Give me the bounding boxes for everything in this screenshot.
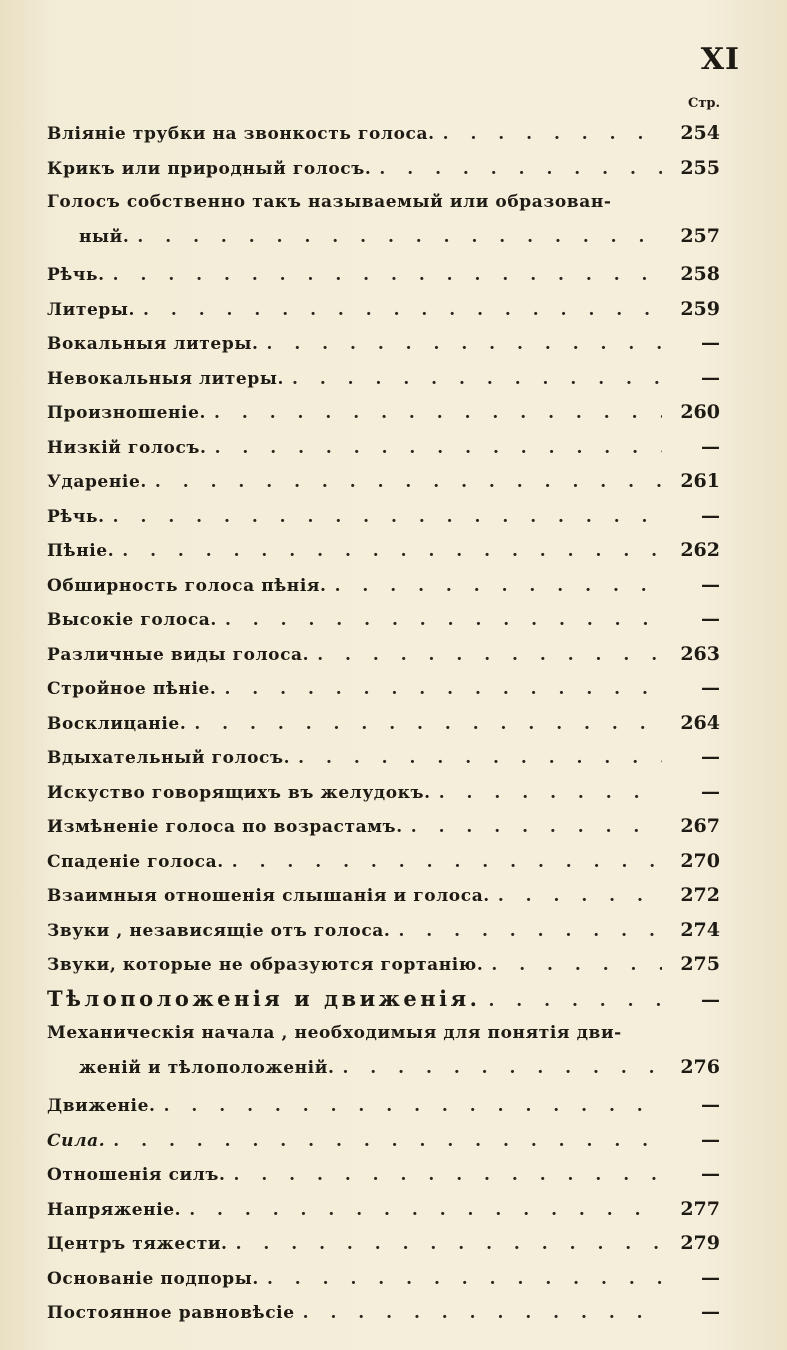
- toc-entry: [47, 499, 720, 534]
- toc-section-heading: [47, 982, 720, 1017]
- toc-entry-page: 277: [680, 1197, 720, 1220]
- toc-entry-page: 274: [680, 918, 720, 941]
- dot-leader: [143, 293, 662, 327]
- toc-entry-page: —: [701, 1094, 720, 1116]
- toc-entry: [47, 809, 720, 844]
- toc-entry-page: 262: [680, 539, 720, 561]
- toc-entry-title: Восклицанiе.: [47, 713, 187, 734]
- dot-leader: [411, 810, 662, 844]
- dot-leader: [491, 948, 662, 982]
- dot-leader: [498, 879, 662, 913]
- toc-entry-page: 261: [680, 470, 720, 492]
- toc-entry-title: Различные виды голоса.: [47, 644, 310, 665]
- toc-entry-title: Взаимныя отношенiя слышанiя и голоса.: [47, 886, 490, 906]
- toc-entry: [47, 1226, 720, 1261]
- toc-entry-page: —: [701, 504, 720, 527]
- toc-entry: [47, 913, 720, 948]
- toc-entry: [47, 775, 720, 810]
- dot-leader: [266, 327, 662, 361]
- toc-entry-page: 276: [680, 1056, 720, 1078]
- toc-entry-continuation: [47, 219, 720, 257]
- toc-entry-page: 257: [680, 225, 720, 247]
- toc-entry-page: —: [701, 677, 720, 699]
- toc-entry-page: 254: [680, 122, 720, 144]
- toc-entry-page: 272: [680, 884, 720, 906]
- toc-entry-title: Спаденiе голоса.: [47, 851, 224, 872]
- toc-entry: [47, 706, 720, 741]
- dot-leader: [113, 500, 662, 534]
- toc-entry-title: Невокальныя литеры.: [47, 368, 284, 389]
- toc-entry-title: Звуки , независящiе отъ голоса.: [47, 920, 391, 941]
- toc-entry: [47, 430, 720, 465]
- toc-entry-title: Рѣчь.: [47, 506, 105, 527]
- dot-leader: [189, 1193, 662, 1227]
- toc-entry-title: Крикъ или природный голосъ.: [47, 158, 372, 179]
- page-column-header: Стр.: [687, 96, 720, 111]
- toc-entry-page: —: [701, 1301, 720, 1323]
- toc-entry: [47, 602, 720, 637]
- toc-entry: [47, 844, 720, 879]
- dot-leader: [342, 1051, 662, 1085]
- toc-entry-title: Высокiе голоса.: [47, 610, 217, 630]
- toc-entry: [47, 878, 720, 913]
- toc-entry-continuation: [47, 1050, 720, 1088]
- toc-entry: [47, 533, 720, 568]
- dot-leader: [194, 707, 662, 741]
- toc-entry-title: Влiянiе трубки на звонкость голоса.: [47, 124, 435, 144]
- toc-entry: [47, 464, 720, 499]
- dot-leader: [113, 1124, 662, 1158]
- toc-entry-page: 259: [680, 297, 720, 320]
- dot-leader: [113, 258, 662, 292]
- dot-leader: [164, 1089, 662, 1123]
- toc-entry-title-continuation: ный.: [79, 227, 130, 247]
- toc-entry: [47, 1261, 720, 1296]
- toc-entry-page: 275: [680, 953, 720, 975]
- toc-entry: [47, 740, 720, 775]
- toc-entry-title: Литеры.: [47, 299, 136, 320]
- dot-leader: [335, 569, 662, 603]
- dot-leader: [225, 603, 662, 637]
- toc-entry: [47, 395, 720, 430]
- dot-leader: [317, 638, 662, 672]
- toc-entry-title: Низкiй голосъ.: [47, 437, 207, 458]
- toc-entry: [47, 361, 720, 396]
- toc-entry-title: Постоянное равновѣсiе: [47, 1303, 295, 1323]
- toc-entry-page: 258: [680, 263, 720, 285]
- toc-entry: [47, 151, 720, 186]
- toc-entry-page: —: [701, 608, 720, 630]
- dot-leader: [439, 776, 662, 810]
- toc-entry-title: Вокальныя литеры.: [47, 334, 259, 354]
- dot-leader: [215, 431, 662, 465]
- dot-leader: [234, 1158, 663, 1192]
- dot-leader: [155, 465, 662, 499]
- toc-entry: [47, 292, 720, 327]
- dot-leader: [398, 914, 662, 948]
- toc-entry: [47, 1016, 720, 1050]
- dot-leader: [137, 220, 662, 254]
- toc-entry-title: Движенiе.: [47, 1096, 156, 1116]
- dot-leader: [236, 1227, 662, 1261]
- toc-entry-page: —: [701, 366, 720, 389]
- toc-entry-title: Рѣчь.: [47, 265, 105, 285]
- dot-leader: [298, 741, 662, 775]
- toc-entry: [47, 1192, 720, 1227]
- toc-entry-title: Искуство говорящихъ въ желудокъ.: [47, 782, 431, 803]
- toc-entry-page: —: [701, 1266, 720, 1289]
- toc-entry-page: —: [701, 988, 720, 1011]
- toc-entry-title: Центръ тяжести.: [47, 1234, 228, 1254]
- toc-entry-title: Ударенiе.: [47, 472, 147, 492]
- toc-entry-page: —: [701, 1163, 720, 1185]
- toc-entry-title: Звуки, которые не образуются гортанiю.: [47, 955, 484, 975]
- dot-leader: [443, 117, 662, 151]
- toc-entry-title: Механическiя начала , необходимыя для понятiя дви-: [47, 1023, 622, 1043]
- toc-entry: [47, 568, 720, 603]
- toc-entry-title: Основанiе подпоры.: [47, 1268, 259, 1289]
- toc-entry-page: —: [701, 435, 720, 458]
- toc-entry-title: Вдыхательный голосъ.: [47, 748, 291, 768]
- table-of-contents: [47, 116, 720, 1330]
- dot-leader: [232, 845, 662, 879]
- dot-leader: [122, 534, 662, 568]
- toc-entry-page: 255: [680, 156, 720, 179]
- toc-entry-title: Измѣненiе голоса по возрастамъ.: [47, 817, 403, 837]
- toc-entry-page: —: [701, 746, 720, 768]
- toc-entry: [47, 637, 720, 672]
- dot-leader: [214, 396, 662, 430]
- toc-entry-page: 260: [680, 401, 720, 423]
- dot-leader: [224, 672, 662, 706]
- dot-leader: [379, 152, 662, 186]
- toc-entry: [47, 1295, 720, 1330]
- dot-leader: [267, 1262, 662, 1296]
- toc-entry-page: —: [701, 780, 720, 803]
- page-folio: XI: [700, 42, 740, 77]
- toc-section-title: Тѣлоположенiя и движенiя.: [47, 985, 481, 1011]
- toc-entry-title: Напряженiе.: [47, 1199, 182, 1220]
- toc-entry-page: 263: [680, 642, 720, 665]
- toc-entry-page: —: [701, 1128, 720, 1151]
- toc-entry-page: —: [701, 332, 720, 354]
- dot-leader: [292, 362, 662, 396]
- toc-entry-title: Пѣнiе.: [47, 541, 115, 561]
- toc-entry-title: Отношенiя силъ.: [47, 1165, 226, 1185]
- toc-entry-title: Произношенiе.: [47, 403, 207, 423]
- toc-entry: [47, 1157, 720, 1192]
- toc-entry: [47, 257, 720, 292]
- toc-entry-title: Стройное пѣнiе.: [47, 679, 217, 699]
- toc-entry: [47, 1123, 720, 1158]
- toc-entry-page: 279: [680, 1232, 720, 1254]
- toc-entry: [47, 671, 720, 706]
- toc-entry: [47, 947, 720, 982]
- toc-entry-title: Сила.: [47, 1130, 106, 1151]
- toc-entry-page: —: [701, 573, 720, 596]
- toc-entry-title: Обширность голоса пѣнiя.: [47, 575, 327, 596]
- toc-entry-page: 264: [680, 711, 720, 734]
- toc-entry: [47, 1088, 720, 1123]
- dot-leader: [488, 984, 662, 1018]
- toc-entry-title-continuation: женiй и тѣлоположенiй.: [79, 1058, 335, 1078]
- dot-leader: [303, 1296, 662, 1330]
- toc-entry: [47, 116, 720, 151]
- toc-entry-title: Голосъ собственно такъ называемый или образован-: [47, 192, 612, 212]
- toc-entry: [47, 185, 720, 219]
- toc-entry-page: 270: [680, 849, 720, 872]
- toc-entry: [47, 326, 720, 361]
- toc-entry-page: 267: [680, 815, 720, 837]
